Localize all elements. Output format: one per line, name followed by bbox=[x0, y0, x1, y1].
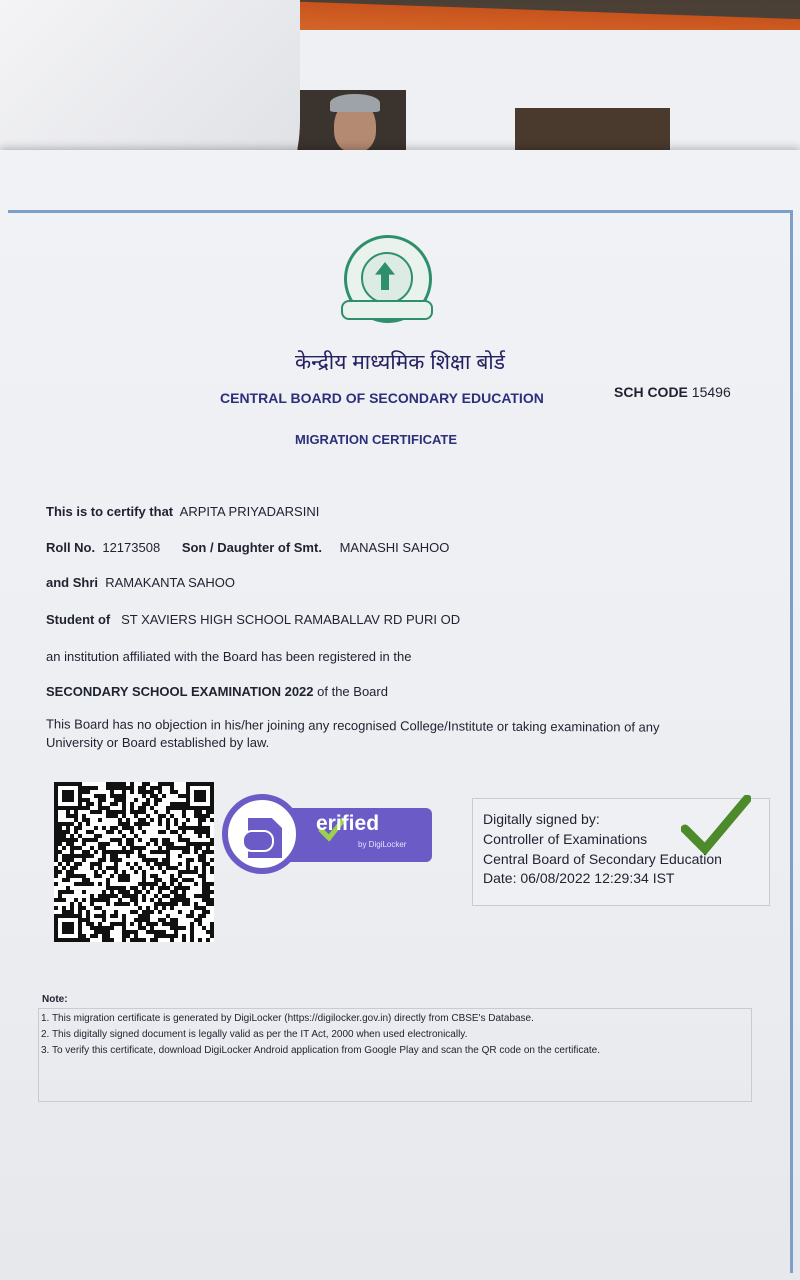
roll-value: 12173508 bbox=[102, 540, 161, 555]
objection-line-1: This Board has no objection in his/her joining any recognised College/Institute or taking examination of any bbox=[45, 716, 660, 735]
badge-sub: by DigiLocker bbox=[358, 840, 407, 849]
sch-code-value: 15496 bbox=[691, 384, 731, 400]
note-item-2: 2. This digitally signed document is legally valid as per the IT Act, 2000 when used electronically. bbox=[41, 1029, 468, 1040]
mother-label: Son / Daughter of Smt. bbox=[181, 540, 322, 555]
signature-line-2: Controller of Examinations bbox=[483, 831, 648, 847]
objection-line-2: University or Board established by law. bbox=[46, 735, 270, 750]
signature-check-icon bbox=[681, 795, 751, 857]
affiliation-text: an institution affiliated with the Board has been registered in the bbox=[46, 649, 412, 664]
father-name: RAMAKANTA SAHOO bbox=[105, 575, 236, 590]
exam-line bbox=[46, 684, 388, 699]
roll-label: Roll No. bbox=[46, 540, 96, 555]
exam-suffix: of the Board bbox=[317, 684, 388, 699]
certify-line bbox=[46, 504, 319, 519]
father-label: and Shri bbox=[46, 575, 99, 590]
father-line bbox=[46, 575, 235, 590]
board-name: CENTRAL BOARD OF SECONDARY EDUCATION bbox=[220, 390, 544, 406]
cbse-emblem-icon bbox=[344, 235, 432, 323]
roll-line bbox=[46, 540, 449, 555]
digilocker-verified-badge bbox=[222, 794, 432, 876]
background-photo bbox=[296, 90, 406, 155]
note-item-3: 3. To verify this certificate, download DigiLocker Android application from Google Play and scan the QR code on the certificate. bbox=[41, 1045, 601, 1056]
school-name: ST XAVIERS HIGH SCHOOL RAMABALLAV RD PURI OD bbox=[121, 612, 461, 627]
digital-signature-box bbox=[472, 798, 770, 906]
background-photo-strip bbox=[515, 108, 670, 153]
qr-code[interactable] bbox=[54, 782, 214, 942]
digilocker-logo-icon bbox=[222, 794, 302, 874]
signature-line-1: Digitally signed by: bbox=[483, 811, 600, 827]
student-of-label: Student of bbox=[46, 612, 111, 627]
hindi-board-title: केन्द्रीय माध्यमिक शिक्षा बोर्ड bbox=[295, 351, 505, 374]
note-title: Note: bbox=[42, 994, 68, 1005]
notes-box bbox=[38, 1008, 752, 1102]
school-line bbox=[46, 612, 460, 627]
student-name: ARPITA PRIYADARSINI bbox=[179, 504, 320, 519]
certificate-title: MIGRATION CERTIFICATE bbox=[295, 432, 458, 447]
sch-code-label: SCH CODE bbox=[614, 384, 688, 400]
signature-line-3: Central Board of Secondary Education bbox=[483, 851, 722, 867]
exam-name: SECONDARY SCHOOL EXAMINATION 2022 bbox=[46, 684, 314, 699]
mother-name: MANASHI SAHOO bbox=[339, 540, 450, 555]
certify-label: This is to certify that bbox=[46, 504, 174, 519]
note-item-1: 1. This migration certificate is generated by DigiLocker (https://digilocker.gov.in) directly from CBSE's Database. bbox=[41, 1013, 534, 1024]
signature-date: Date: 06/08/2022 12:29:34 IST bbox=[483, 870, 675, 886]
badge-word: erified bbox=[316, 812, 380, 835]
sch-code bbox=[614, 384, 731, 400]
certificate-sheet bbox=[0, 150, 800, 1280]
